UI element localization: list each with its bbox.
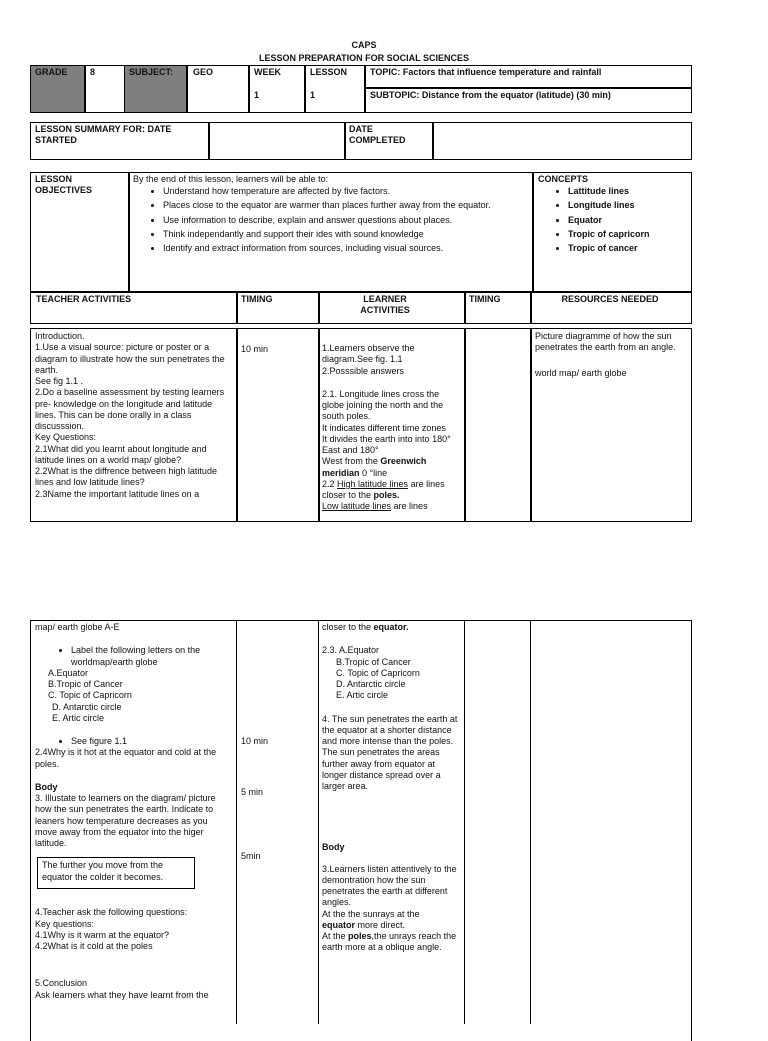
learner-line [322,501,460,512]
text-run: equator. [373,622,409,632]
text-run: equator [322,919,356,930]
resource-line: Picture diagramme of how the sun penetrates the earth from an angle. [535,331,676,353]
timing2-header: TIMING [469,294,501,304]
teacher-line: See fig 1.1 . [35,376,84,386]
learner-line: At the the sunrays at the [322,908,420,919]
text-run: are lines closer to the [322,478,445,500]
concept-item: • Lattitude lines [568,186,718,197]
grade-label: GRADE [35,67,68,77]
objectives-intro: By the end of this lesson, learners will be able to: [133,174,329,184]
objective-item: • Think independantly and support their ides with sound knowledge [163,229,558,240]
text-run: poles. [373,490,400,500]
concepts-list [538,186,718,257]
objectives-list [133,186,558,257]
callout-box [37,857,195,889]
letter-item: C. Topic of Capricorn [336,667,420,678]
summary-label: LESSON SUMMARY FOR: DATE STARTED [35,124,172,146]
teacher-line: 1.Use a visual source: picture or poster or a diagram to illustrate how the sun penetrates the earth. [35,342,225,375]
teacher-line: 2.4Why is it hot at the equator and cold at the poles. [35,747,217,769]
teacher-line: Key questions: [35,918,95,929]
section-heading: Body [35,781,58,792]
learner-line [322,931,460,954]
resources-text [535,331,687,379]
teacher-line: Introduction. [35,331,85,341]
learner-line: 1.Learners observe the diagram.See fig. 1.1 [322,343,415,365]
timing2-cell [464,328,532,522]
letter-item: C. Topic of Capricorn [48,690,132,701]
objectives-label: LESSON OBJECTIVES [35,174,93,196]
concept-item: • Longitude lines [568,200,718,211]
callout-text: The further you move from the equator the colder it becomes. [42,860,164,882]
letter-item: B.Tropic of Cancer [336,656,411,667]
learner-line [322,920,460,931]
text-run: At the [322,931,349,941]
text-run: 0 °line [359,467,388,478]
learner-line [322,622,460,633]
learner-letters [322,657,460,702]
resources-header: RESOURCES NEEDED [561,294,659,304]
section-heading: Body [322,842,345,853]
week-value: 1 [254,90,260,100]
lesson-value: 1 [310,90,316,100]
learner-line: 4. The sun penetrates the earth at the equator at a shorter distance and more intense than the poles. The sun penetrates the areas further away from equator at longer distance spread over a larger area. [322,713,458,791]
teacher-bullet-list [35,736,230,747]
lesson-label: LESSON [310,67,348,77]
concept-item: • Equator [568,215,718,226]
timing-value: 10 min [241,736,269,746]
objective-item: • Identify and extract information from sources, including visual sources. [163,243,558,254]
date-completed-cell [432,122,692,160]
text-run: High latitude lines [337,478,409,489]
doc-title-caps: CAPS [351,40,377,50]
grade-value: 8 [90,67,96,77]
text-run: Low latitude lines [322,501,392,512]
learner-line: It divides the earth into into 180° East and 180° [322,433,451,455]
teacher-activities-text-2 [35,622,230,1001]
learner-line: 2.3. A.Equator [322,645,380,656]
teacher-line: 4.Teacher ask the following questions: [35,907,188,918]
subject-value: GEO [193,67,214,77]
objective-item: • Understand how temperature are affected by five factors. [163,186,558,197]
topic: TOPIC: Factors that influence temperature and rainfall [370,67,602,77]
week-label: WEEK [254,67,281,77]
text-run: are lines [391,501,428,512]
date-started-cell [208,122,346,160]
learner-line: 2.1. Longitude lines cross the globe joining the north and the south poles. [322,388,444,422]
teacher-line: 5.Conclusion [35,978,88,989]
letter-item: D. Antarctic circle [336,679,406,689]
learner-line: 3.Learners listen attentively to the demontration how the sun penetrates the earth at different angles. [322,863,457,908]
teacher-bullet-list [35,645,230,668]
column-divider [530,620,531,1024]
teacher-line: Ask learners what they have learnt from the [35,989,209,1000]
timing-value: 5 min [241,787,264,797]
concepts-label: CONCEPTS [538,174,589,184]
teacher-line: Key Questions: [35,432,97,443]
text-run: more direct. [355,919,406,930]
learner-line: It indicates different time zones [322,422,446,433]
timing-cell [236,328,320,522]
teacher-line: 4.1Why is it warm at the equator? [35,929,170,940]
learner-header: LEARNER ACTIVITIES [360,294,410,316]
column-divider [464,620,465,1024]
learner-line: 2.Posssible answers [322,365,405,376]
subject-label: SUBJECT: [129,67,174,77]
timing-value: 10 min [241,344,269,354]
teacher-line: map/ earth globe A-E [35,622,120,632]
objective-item: • Places close to the equator are warmer than places further away from the equator. [163,200,558,211]
text-run: West from the [322,456,381,467]
teacher-line: 2.2What is the diffrence between high latitude lines and low latitude lines? [35,466,217,488]
column-divider [318,620,319,1024]
letter-item: E. Artic circle [52,712,105,723]
objective-item: • Use information to describe, explain and answer questions about places. [163,215,558,226]
letter-item: B.Tropic of Cancer [48,679,123,689]
teacher-line: 2.Do a baseline assessment by testing learners pre- knowledge on the longitude and latitude lines. This can be done orally in a class discusssion. [35,387,225,431]
column-divider [236,620,237,1024]
text-run: poles [348,931,372,941]
teacher-bullet: • Label the following letters on the worldmap/earth globe [71,645,230,668]
letters-list [35,668,230,724]
subtopic: SUBTOPIC: Distance from the equator (latitude) (30 min) [370,90,611,100]
learner-activities-text-2 [322,622,460,954]
text-run: 2.2 [322,478,338,489]
concept-item: • Tropic of cancer [568,243,718,254]
teacher-line: 3. Illustate to learners on the diagram/ picture how the sun penetrates the earth. Indicate to leaners how temperature decreases as you move away from the equator into the higer latitude. [35,793,216,848]
teacher-line: 4.2What is it cold at the poles [35,941,153,951]
text-run: ,the unrays reach the earth more at a oblique angle. [322,931,457,953]
letter-item: E. Artic circle [336,690,389,701]
teacher-line: 2.1What did you learnt about longitude and latitude lines on a world map/ globe? [35,443,207,465]
learner-line [322,456,460,479]
teacher-header: TEACHER ACTIVITIES [36,294,132,304]
date-completed-label: DATE COMPLETED [349,124,406,146]
doc-title: LESSON PREPARATION FOR SOCIAL SCIENCES [258,53,470,63]
concept-item: • Tropic of capricorn [568,229,718,240]
text-run: Greenwich meridian [322,456,427,478]
timing-header: TIMING [241,294,273,304]
timing-value: 5min [241,851,261,861]
letter-item: D. Antarctic circle [52,701,122,712]
teacher-bullet: • See figure 1.1 [71,736,230,747]
text-run: closer to the [322,622,374,632]
teacher-line: 2.3Name the important latitude lines on a [35,488,200,499]
learner-line [322,479,460,502]
resource-line: world map/ earth globe [535,367,627,378]
learner-activities-text [322,343,460,513]
letter-item: A.Equator [48,667,89,678]
teacher-activities-text [35,331,230,500]
